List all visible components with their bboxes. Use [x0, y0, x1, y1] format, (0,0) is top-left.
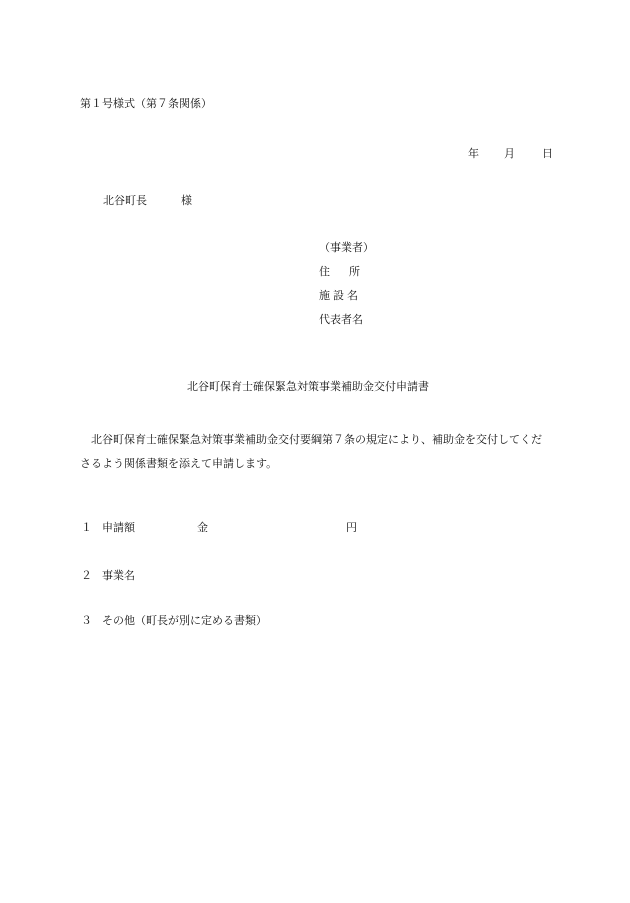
body-text: 北谷町保育士確保緊急対策事業補助金交付要綱第７条の規定により、補助金を交付してくださるよう関係書類を添えて申請します。: [80, 433, 542, 470]
date-year-label: 年: [468, 147, 479, 160]
item-number: １: [81, 521, 92, 534]
applicant-block: [319, 240, 374, 336]
representative-label: 代表者名: [319, 313, 363, 326]
document-title: 北谷町保育士確保緊急対策事業補助金交付申請書: [187, 380, 429, 393]
date-month-label: 月: [504, 147, 515, 160]
facility-name-label: 施 設 名: [319, 289, 358, 302]
item-label: その他（町長が別に定める書類）: [102, 614, 267, 627]
addressee-suffix: 様: [181, 194, 192, 207]
item-number: ２: [81, 569, 92, 582]
item-other: [81, 613, 267, 628]
item-label: 申請額: [102, 521, 135, 534]
item-label: 事業名: [102, 569, 135, 582]
applicant-heading: （事業者）: [319, 241, 374, 254]
item-application-amount: [81, 520, 357, 535]
form-number: 第１号様式（第７条関係）: [80, 97, 212, 110]
addressee-name: 北谷町長: [103, 194, 147, 207]
item-number: ３: [81, 614, 92, 627]
addressee: [103, 193, 192, 208]
date-day-label: 日: [542, 147, 553, 160]
address-label: 住 所: [319, 265, 360, 278]
item-project-name: [81, 568, 135, 583]
amount-kin-label: 金: [197, 521, 208, 534]
date-line: [468, 146, 553, 161]
amount-yen-label: 円: [346, 521, 357, 534]
body-paragraph: [80, 428, 552, 476]
